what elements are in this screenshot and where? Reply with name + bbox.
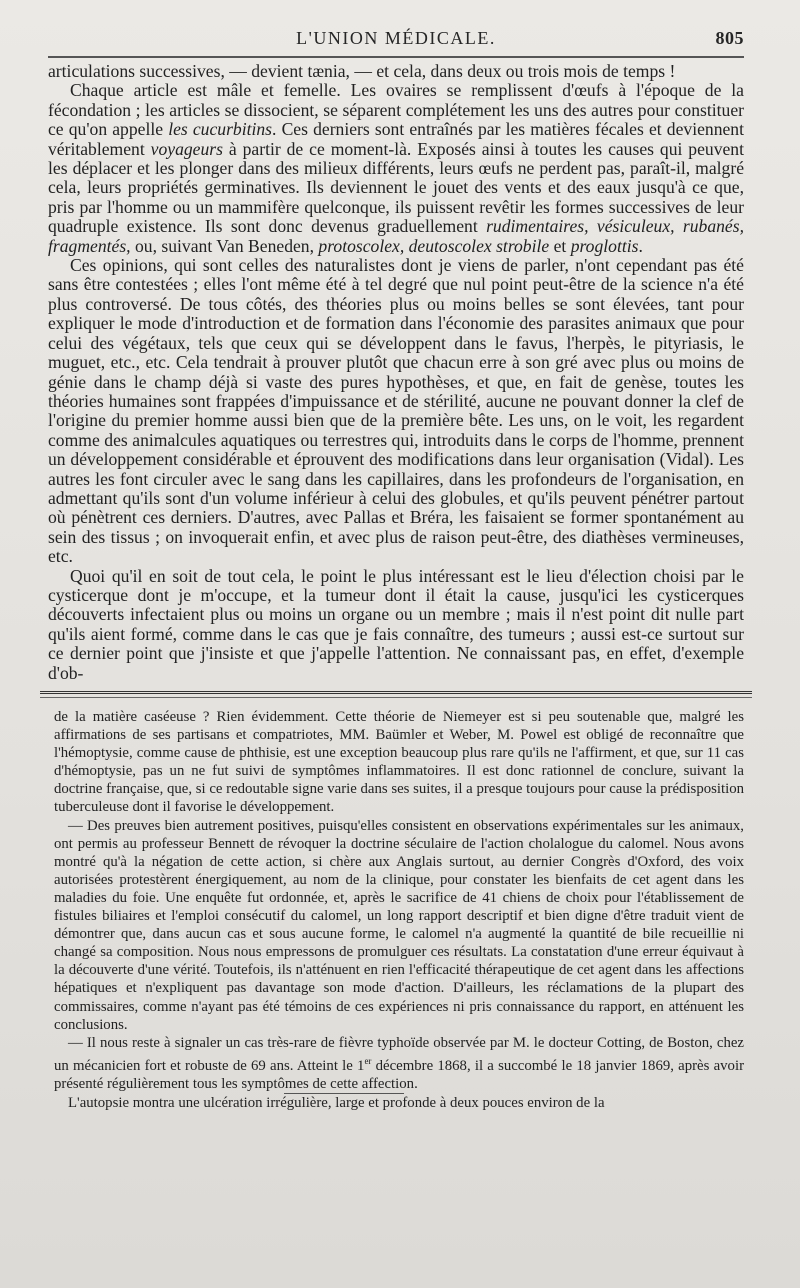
- note-3-text-a: — Il nous reste à signaler un cas très-rare de fièvre typhoïde observée par M. le docteur Cotting, de Boston, chez un mécanicien fort et robuste de 69 ans. Atteint le 1: [54, 1034, 744, 1074]
- p2-text-c: à partir de ce moment-là. Exposés ainsi à toutes les causes qui peuvent les déplacer et les plonger dans des milieux différents, leurs œufs ne perdent pas, paraît-il, malgré cela, leurs propriétés germinatives. Ils deviennent le jouet des vents et des eaux jusqu'à ce que, pris par l'homme ou un mammifère quelconque, ils puissent revêtir les formes successives de leur quadruple existence. Ils sont donc devenus graduellement: [48, 138, 744, 237]
- main-text: [48, 62, 744, 683]
- journal-title: L'UNION MÉDICALE.: [296, 28, 496, 48]
- p2-text-d: ou, suivant Van Beneden,: [130, 235, 319, 256]
- note-4: L'autopsie montra une ulcération irrégulière, large et profonde à deux pouces environ de la: [68, 1094, 605, 1111]
- page-number: 805: [715, 28, 744, 48]
- p2-italic-stages: rudimentaires, vésiculeux, rubanés, fragmentés,: [48, 216, 744, 256]
- p2-text-a: Chaque article est mâle et femelle. Les ovaires se remplissent d'œufs à l'époque de la fécondation ; les articles se dissocient, se séparent complétement les uns des autres pour constituer ce qu'on appelle: [48, 80, 744, 140]
- paragraph-4: Quoi qu'il en soit de tout cela, le point le plus intéressant est le lieu d'élection choisi par le cysticerque dont je m'occupe, et la tumeur dont il était la cause, jusqu'ici les cysticerques découverts infectaient plus ou moins un organe ou un membre ; mais il n'est point dit nulle part qu'ils aient formé, comme dans le cas que je fais connaître, des tumeurs ; aussi est-ce surtout sur ce dernier point que j'insiste et que j'appelle l'attention. Ne connaissant pas, en effet, d'exemple d'ob-: [48, 565, 744, 683]
- note-3: [54, 1034, 744, 1093]
- note-2: — Des preuves bien autrement positives, puisqu'elles consistent en observations expérimentales sur les animaux, ont permis au professeur Bennett de révoquer la doctrine séculaire de l'action cholalogue du calomel. Nous avons montré qu'à la négation de cette action, si chère aux Anglais surtout, au dernier Congrès d'Oxford, des voix autorisées protestèrent énergiquement, au nom de la clinique, pour constater les bienfaits de cet agent dans les maladies du foie. Une enquête fut ordonnée, et, après le sacrifice de 41 chiens de choix pour l'établissement de fistules biliaires et l'emploi consécutif du calomel, un long rapport descriptif et bien digne d'être traduit vient de démontrer que, dans aucun cas et sous aucune forme, le calomel n'a augmenté la quantité de bile recueillie ni changé sa composition. Nous nous empressons de promulguer ces résultats. La constatation d'une erreur équivaut à la découverte d'une vérité. Toutefois, ils n'atténuent en rien l'efficacité thérapeutique de cet agent dans les affections hépatiques et n'expliquent pas davantage son mode d'action. D'ailleurs, les réclamations de la plupart des commissaires, comme n'ayant pas été témoins de ces expériences ni pris connaissance du rapport, en atténuent les conclusions.: [54, 817, 744, 1033]
- p2-text-b: . Ces derniers sont entraînés par les matières fécales et deviennent véritablement: [48, 119, 744, 159]
- p2-text-f: .: [638, 235, 643, 256]
- note-3-text-b: décembre 1868, il a succombé le 18 janvier 1869, après avoir présenté régulièrement tous les symptômes de cette affection.: [54, 1057, 744, 1092]
- p2-italic-cucurbitins: les cucurbitins: [168, 119, 273, 140]
- note-3-superscript: er: [364, 1055, 372, 1066]
- p2-italic-proglottis: proglottis: [570, 235, 639, 256]
- paragraph-3: Ces opinions, qui sont celles des naturalistes dont je viens de parler, n'ont cependant pas été sans être contestées ; elles l'ont même été à tel degré que nul point peut-être de la science n'a été plus controversé. De tous côtés, des théories plus ou moins belles se sont élevées, tant pour expliquer le mode d'introduction et de formation dans l'économie des parasites animaux que pour celui des végétaux, tels que ceux qui se développent dans le favus, l'herpès, le pityriasis, le muguet, etc., etc. Cela tendrait à prouver plutôt que chacun erre à son gré avec plus ou moins de génie dans le champ déjà si vaste des pures hypothèses, et que, en fait de genèse, toutes les théories humaines sont frappées d'impuissance et de stérilité, aucune ne pouvant donner la clef de l'origine du premier homme aussi bien que de la première bête. Les uns, on le voit, les regardent comme des animalcules aquatiques ou terrestres qui, introduits dans le corps de l'homme, prennent un développement considérable et éprouvent des modifications dans leur organisation (Vidal). Les autres les font circuler avec le sang dans les capillaires, dans les profondeurs de l'organisation, en admettant qu'ils sont d'un volume inférieur à celui des globules, et qu'ils peuvent pénétrer partout où pénètrent ces derniers. D'autres, avec Pallas et Bréra, les faisaient se former spontanément au sein des tissus ; on invoquerait enfin, et avec plus de raison peut-être, des diathèses vermineuses, etc.: [48, 255, 744, 567]
- paragraph-2: [48, 81, 744, 256]
- section-rule: [40, 691, 752, 698]
- p2-italic-voyageurs: voyageurs: [150, 138, 223, 159]
- note-1: de la matière caséeuse ? Rien évidemment. Cette théorie de Niemeyer est si peu soutenable que, malgré les affirmations de ses partisans et compatriotes, MM. Baümler et Weber, M. Powel est obligé de reconnaître que l'hémoptysie, comme cause de phthisie, est une exception beaucoup plus rare qu'ils ne l'affirment, et que, sur 11 cas d'hémoptysie, pas un ne fut suivi de symptômes inflammatoires. Il est donc rationnel de conclure, suivant la doctrine française, que, si ce redoutable signe varie dans ses suites, il a presque toujours pour cause la prédisposition tuberculeuse dont il favorise le développement.: [54, 709, 744, 816]
- p2-italic-scolex: protoscolex, deutoscolex strobile: [318, 235, 550, 256]
- feuilleton-text: [48, 708, 744, 1112]
- running-head: [48, 28, 744, 54]
- header-rule: [48, 56, 744, 58]
- paragraph-1: articulations successives, — devient tænia, — et cela, dans deux ou trois mois de temps !: [48, 61, 676, 81]
- p2-text-e: et: [549, 235, 571, 256]
